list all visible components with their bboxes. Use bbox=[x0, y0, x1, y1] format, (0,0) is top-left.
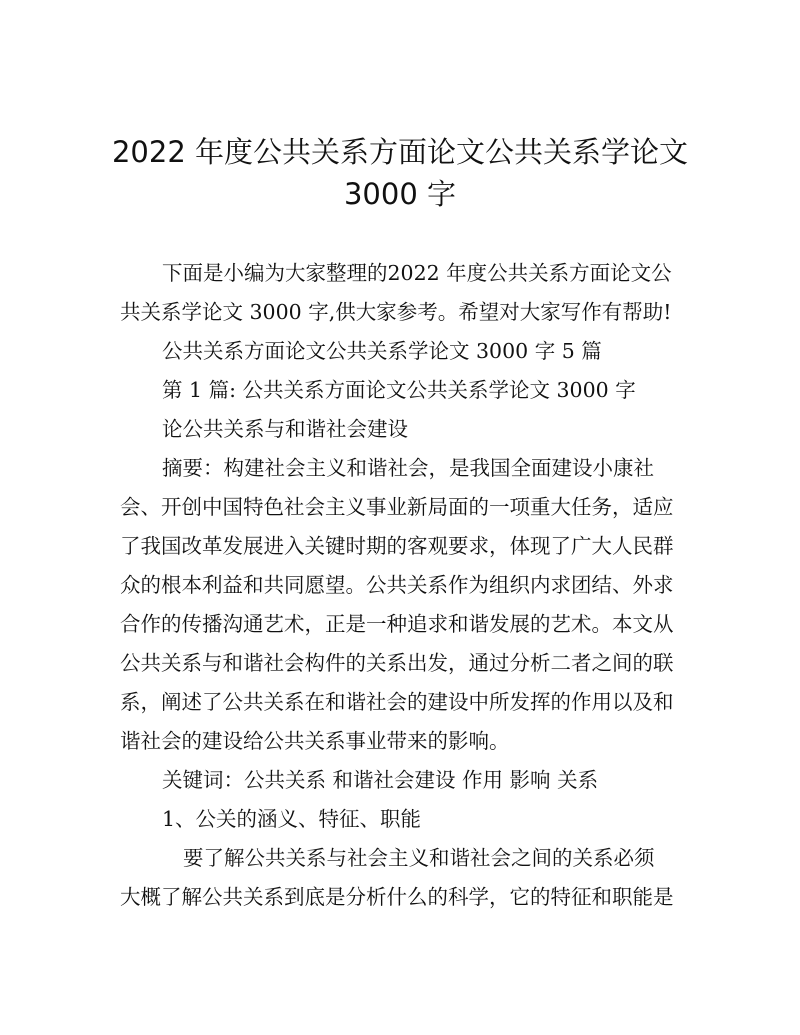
keywords-line: 关键词：公共关系 和谐社会建设 作用 影响 关系 bbox=[162, 768, 599, 792]
abstract-line-1: 摘要：构建社会主义和谐社会，是我国全面建设小康社 bbox=[162, 456, 654, 480]
series-title: 公共关系方面论文公共关系学论文 3000 字 5 篇 bbox=[162, 339, 602, 363]
intro-paragraph-line-1: 下面是小编为大家整理的2022 年度公共关系方面论文公 bbox=[162, 261, 672, 285]
intro-paragraph-line-2: 共关系学论文 3000 字,供大家参考。希望对大家写作有帮助! bbox=[120, 300, 672, 324]
document-title-line-1: 2022 年度公共关系方面论文公共关系学论文 bbox=[111, 135, 689, 169]
abstract-line-7: 系，阐述了公共关系在和谐社会的建设中所发挥的作用以及和 bbox=[120, 690, 674, 714]
abstract-line-8: 谐社会的建设给公共关系事业带来的影响。 bbox=[120, 729, 510, 753]
body-paragraph-line-1: 要了解公共关系与社会主义和谐社会之间的关系必须 bbox=[183, 846, 655, 870]
abstract-line-2: 会、开创中国特色社会主义事业新局面的一项重大任务，适应 bbox=[120, 495, 674, 519]
section-heading-1: 1、公关的涵义、特征、职能 bbox=[162, 807, 422, 831]
abstract-line-3: 了我国改革发展进入关键时期的客观要求，体现了广大人民群 bbox=[120, 534, 674, 558]
abstract-line-4: 众的根本利益和共同愿望。公共关系作为组织内求团结、外求 bbox=[120, 573, 674, 597]
article-title: 论公共关系与和谐社会建设 bbox=[162, 417, 408, 441]
body-paragraph-line-2: 大概了解公共关系到底是分析什么的科学，它的特征和职能是 bbox=[120, 885, 674, 909]
abstract-line-6: 公共关系与和谐社会构件的关系出发，通过分析二者之间的联 bbox=[120, 651, 674, 675]
abstract-line-5: 合作的传播沟通艺术，正是一种追求和谐发展的艺术。本文从 bbox=[120, 612, 674, 636]
article-heading: 第 1 篇: 公共关系方面论文公共关系学论文 3000 字 bbox=[162, 378, 636, 402]
document-title-line-2: 3000 字 bbox=[343, 177, 457, 211]
